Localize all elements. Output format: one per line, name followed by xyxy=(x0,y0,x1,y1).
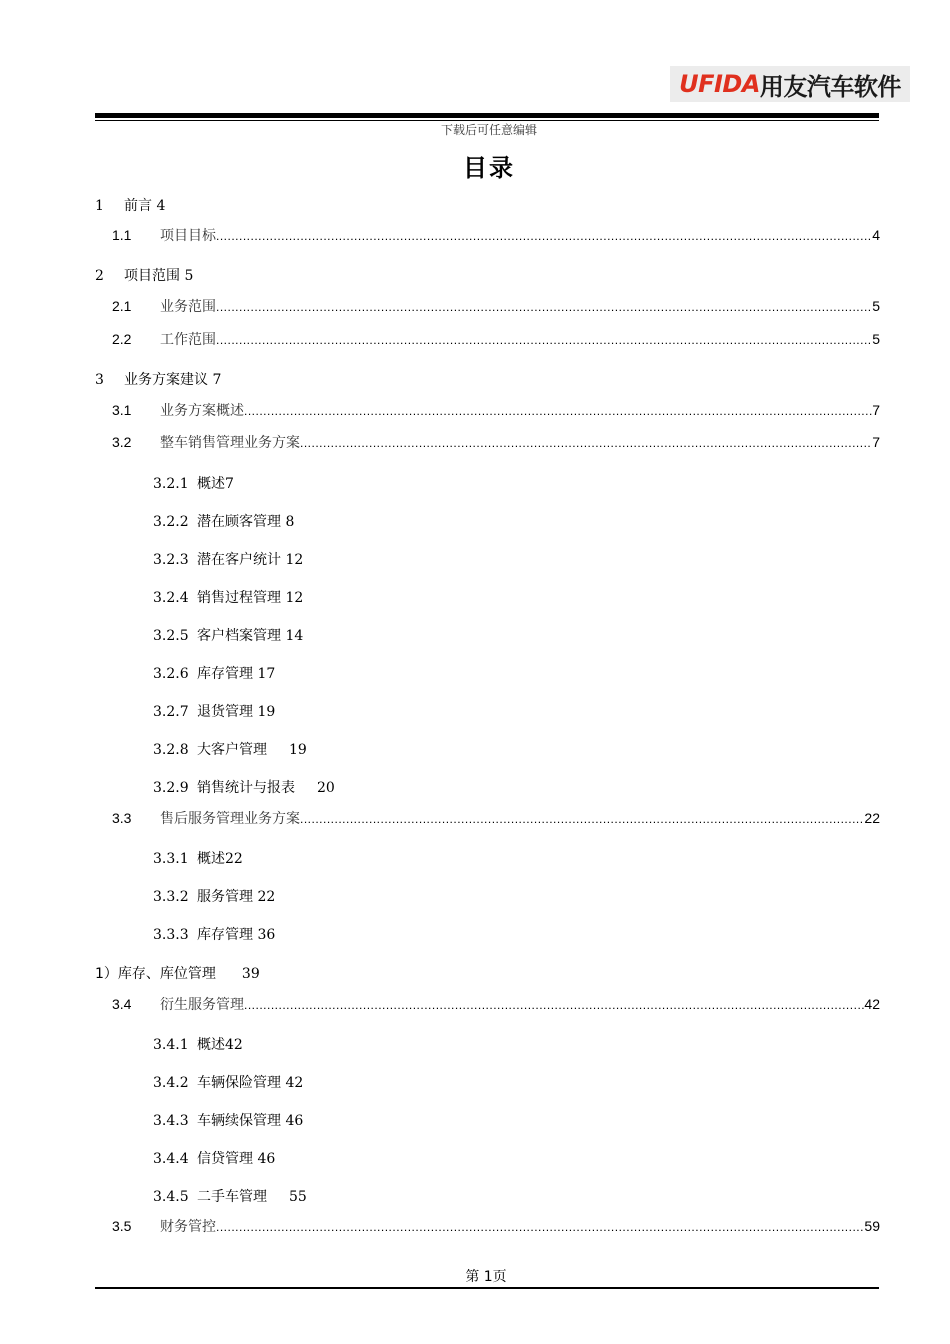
toc-number: 3.4.2 xyxy=(153,1075,189,1091)
toc-page: 8 xyxy=(285,514,295,530)
toc-title: 退货管理 xyxy=(197,704,253,720)
toc-entry-3-5[interactable] xyxy=(112,1217,880,1236)
toc-number: 1.1 xyxy=(112,227,132,243)
toc-entry-3-4-4[interactable] xyxy=(153,1150,275,1168)
toc-entry-3-4-3[interactable] xyxy=(153,1112,303,1130)
toc-page: 39 xyxy=(241,966,260,982)
toc-leader xyxy=(300,810,864,828)
toc-number: 3.3 xyxy=(112,810,132,826)
toc-title: 信贷管理 xyxy=(197,1151,253,1167)
toc-title: 项目目标 xyxy=(160,228,216,244)
toc-page: 19 xyxy=(257,704,276,720)
toc-title: 业务方案概述 xyxy=(160,403,244,419)
toc-number: 3.2.6 xyxy=(153,666,189,682)
toc-entry-3-2-8[interactable] xyxy=(153,741,307,759)
toc-number: 3.4.5 xyxy=(153,1189,189,1205)
toc-entry-extra[interactable] xyxy=(95,965,260,983)
toc-entry-3-3-1[interactable] xyxy=(153,850,243,868)
toc-entry-3-2-7[interactable] xyxy=(153,703,275,721)
toc-title: 二手车管理 xyxy=(197,1189,267,1205)
toc-title: 库存、库位管理 xyxy=(117,966,216,982)
toc-number: 1 xyxy=(95,198,104,214)
toc-leader xyxy=(244,996,864,1014)
toc-title: 售后服务管理业务方案 xyxy=(160,811,300,827)
toc-number: 3.5 xyxy=(112,1218,132,1234)
toc-entry-3-2-3[interactable] xyxy=(153,551,303,569)
toc-page: 20 xyxy=(317,780,335,796)
toc-number: 2 xyxy=(95,268,104,284)
toc-title: 财务管控 xyxy=(160,1219,216,1235)
toc-number: 3.3.1 xyxy=(153,851,189,867)
toc-number: 1） xyxy=(95,966,118,982)
toc-title: 销售统计与报表 xyxy=(197,780,295,796)
toc-number: 3 xyxy=(95,372,104,388)
logo-text: 用友汽车软件 xyxy=(759,72,901,101)
toc-title: 概述 xyxy=(197,476,225,492)
page-number: 第 1页 xyxy=(465,1269,507,1285)
toc-title: 项目范围 xyxy=(124,268,180,284)
toc-page: 22 xyxy=(864,810,880,826)
toc-number: 3.3.2 xyxy=(153,889,189,905)
toc-leader xyxy=(300,434,872,452)
toc-entry-3-2[interactable] xyxy=(112,433,880,452)
toc-title: 服务管理 xyxy=(197,889,253,905)
toc-title: 前言 xyxy=(124,198,152,214)
footer-rule xyxy=(95,1287,879,1289)
toc-page: 12 xyxy=(285,590,304,606)
header-rule-thick xyxy=(95,113,879,118)
toc-page: 42 xyxy=(864,996,880,1012)
toc-number: 3.2 xyxy=(112,434,132,450)
toc-number: 3.4.3 xyxy=(153,1113,189,1129)
toc-page: 5 xyxy=(872,331,880,347)
toc-number: 3.2.1 xyxy=(153,476,189,492)
toc-title: 业务范围 xyxy=(160,299,216,315)
toc-title: 库存管理 xyxy=(197,927,253,943)
toc-entry-3-2-1[interactable] xyxy=(153,475,234,493)
toc-number: 3.2.5 xyxy=(153,628,189,644)
toc-title: 业务方案建议 xyxy=(124,372,208,388)
toc-number: 3.3.3 xyxy=(153,927,189,943)
toc-page: 59 xyxy=(864,1218,880,1234)
toc-page: 46 xyxy=(257,1151,276,1167)
toc-number: 3.1 xyxy=(112,402,132,418)
toc-title: 潜在顾客管理 xyxy=(197,514,281,530)
toc-page: 46 xyxy=(285,1113,304,1129)
toc-page: 7 xyxy=(872,434,880,450)
toc-entry-3-2-2[interactable] xyxy=(153,513,294,531)
toc-leader xyxy=(216,298,872,316)
toc-entry-3-4-5[interactable] xyxy=(153,1188,307,1206)
toc-number: 3.2.2 xyxy=(153,514,189,530)
toc-entry-3-2-9[interactable] xyxy=(153,779,335,797)
toc-entry-3-2-6[interactable] xyxy=(153,665,275,683)
toc-leader xyxy=(216,331,872,349)
toc-number: 3.2.3 xyxy=(153,552,189,568)
toc-number: 3.2.7 xyxy=(153,704,189,720)
toc-title: 衍生服务管理 xyxy=(160,997,244,1013)
toc-entry-1-1[interactable] xyxy=(112,226,880,245)
toc-page: 19 xyxy=(289,742,307,758)
toc-page: 7 xyxy=(872,402,880,418)
toc-entry-3-4[interactable] xyxy=(112,995,880,1014)
toc-entry-3-2-5[interactable] xyxy=(153,627,303,645)
toc-page: 22 xyxy=(225,851,243,867)
toc-entry-3-4-2[interactable] xyxy=(153,1074,303,1092)
toc-title: 车辆保险管理 xyxy=(197,1075,281,1091)
toc-leader xyxy=(216,1218,864,1236)
toc-title: 客户档案管理 xyxy=(197,628,281,644)
toc-page: 17 xyxy=(257,666,276,682)
toc-page: 42 xyxy=(225,1037,243,1053)
toc-title: 概述 xyxy=(197,1037,225,1053)
toc-entry-1[interactable] xyxy=(95,197,165,215)
toc-entry-2-1[interactable] xyxy=(112,297,880,316)
toc-page: 4 xyxy=(156,198,166,214)
header-note: 下载后可任意编辑 xyxy=(440,123,537,137)
page-title: 目录 xyxy=(463,154,515,182)
toc-page: 4 xyxy=(872,227,880,243)
toc-page: 5 xyxy=(872,298,880,314)
toc-title: 概述 xyxy=(197,851,225,867)
toc-title: 销售过程管理 xyxy=(197,590,281,606)
toc-entry-3-3[interactable] xyxy=(112,809,880,828)
toc-page: 12 xyxy=(285,552,304,568)
toc-entry-3-4-1[interactable] xyxy=(153,1036,243,1054)
toc-title: 大客户管理 xyxy=(197,742,267,758)
toc-entry-3-3-3[interactable] xyxy=(153,926,275,944)
toc-number: 3.4.4 xyxy=(153,1151,189,1167)
toc-page: 55 xyxy=(289,1189,307,1205)
toc-title: 工作范围 xyxy=(160,332,216,348)
toc-number: 3.4 xyxy=(112,996,132,1012)
toc-number: 3.4.1 xyxy=(153,1037,189,1053)
toc-number: 3.2.4 xyxy=(153,590,189,606)
toc-page: 7 xyxy=(225,476,234,492)
toc-entry-3-2-4[interactable] xyxy=(153,589,303,607)
toc-entry-2-2[interactable] xyxy=(112,330,880,349)
toc-title: 整车销售管理业务方案 xyxy=(160,435,300,451)
toc-entry-3[interactable] xyxy=(95,371,221,389)
toc-number: 2.1 xyxy=(112,298,132,314)
toc-leader xyxy=(244,402,872,420)
toc-title: 车辆续保管理 xyxy=(197,1113,281,1129)
logo-brand: UFIDA xyxy=(679,70,760,98)
toc-title: 库存管理 xyxy=(197,666,253,682)
toc-title: 潜在客户统计 xyxy=(197,552,281,568)
toc-page: 42 xyxy=(285,1075,304,1091)
toc-number: 3.2.9 xyxy=(153,780,189,796)
toc-page: 7 xyxy=(212,372,222,388)
ufida-logo xyxy=(670,66,910,102)
toc-page: 14 xyxy=(285,628,304,644)
toc-page: 36 xyxy=(257,927,276,943)
toc-leader xyxy=(216,227,872,245)
toc-page: 22 xyxy=(257,889,276,905)
toc-entry-2[interactable] xyxy=(95,267,193,285)
toc-entry-3-3-2[interactable] xyxy=(153,888,275,906)
toc-number: 2.2 xyxy=(112,331,132,347)
toc-page: 5 xyxy=(184,268,194,284)
toc-entry-3-1[interactable] xyxy=(112,401,880,420)
toc-number: 3.2.8 xyxy=(153,742,189,758)
